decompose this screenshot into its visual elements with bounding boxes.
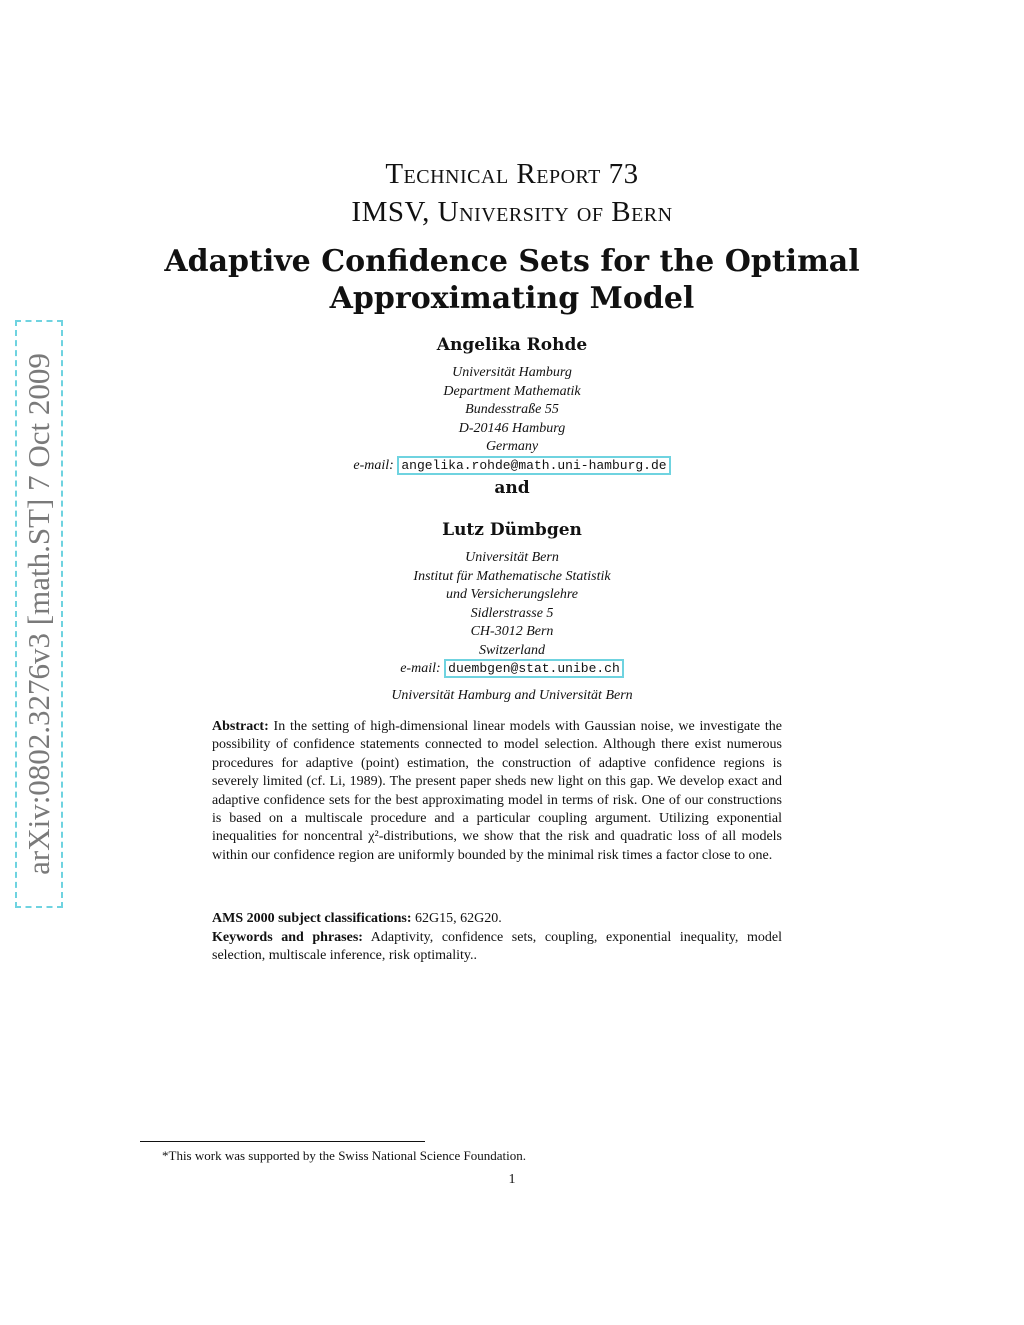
affiliation-line: Universität Bern (465, 550, 559, 565)
author-affiliation-1 (0, 364, 1024, 475)
email-link-1[interactable]: angelika.rohde@math.uni-hamburg.de (397, 456, 670, 475)
affiliation-line: Bundesstraße 55 (465, 402, 559, 417)
and-separator: and (494, 478, 530, 498)
email-label: e-mail: (400, 661, 441, 676)
email-label: e-mail: (353, 457, 394, 473)
footnote: *This work was supported by the Swiss National Science Foundation. (162, 1148, 526, 1163)
affiliation-line: D-20146 Hamburg (458, 420, 566, 436)
affiliation-line: Switzerland (478, 642, 546, 658)
report-line-2: IMSV, University of Bern (351, 196, 673, 228)
affiliation-line: und Versicherungslehre (445, 587, 579, 602)
author-name-2: Lutz Dümbgen (442, 520, 582, 540)
ams-text: 62G15, 62G20. (415, 911, 502, 926)
author-name-1: Angelika Rohde (436, 335, 588, 355)
page-number: 1 (508, 1172, 516, 1187)
abstract-label: Abstract: (212, 719, 269, 734)
arxiv-stamp-text: arXiv:0802.3276v3 [math.ST] 7 Oct 2009 (21, 353, 56, 875)
keywords-text: Adaptivity, confidence sets, coupling, exponential inequality, model selection, multiscale inference, risk optimality.. (212, 930, 782, 964)
author-affiliation-2 (0, 549, 1024, 679)
affiliation-line: Universität Hamburg (452, 365, 572, 380)
title-line-1: Adaptive Confidence Sets for the Optimal (164, 244, 860, 279)
affiliation-line: Institut für Mathematische Statistik (413, 568, 611, 584)
report-line-1: Technical Report 73 (385, 158, 639, 190)
keywords (212, 929, 782, 966)
affiliation-line: Germany (485, 439, 539, 454)
ams-classification (212, 910, 782, 928)
ams-label: AMS 2000 subject classifications: (212, 911, 412, 926)
title-line-2: Approximating Model (329, 281, 695, 316)
affiliation-line: CH-3012 Bern (470, 624, 554, 639)
running-affiliation: Universität Hamburg and Universität Bern (391, 688, 633, 703)
keywords-label: Keywords and phrases: (212, 930, 363, 945)
footnote-rule (140, 1141, 425, 1142)
email-link-2[interactable]: duembgen@stat.unibe.ch (444, 659, 624, 678)
affiliation-line: Department Mathematik (443, 383, 581, 399)
affiliation-line: Sidlerstrasse 5 (470, 605, 554, 621)
abstract (212, 718, 782, 865)
abstract-text: In the setting of high-dimensional linear models with Gaussian noise, we investigate the possibility of confidence statements connected to model selection. Although there exist numerous procedures for adaptive (point) estimation, the construction of adaptive confidence regions is severely limited (cf. Li, 1989). The present paper sheds new light on this gap. We develop exact and adaptive confidence sets for the best approximating model in terms of risk. One of our constructions is based on a multiscale procedure and a particular coupling argument. Utilizing exponential inequalities for noncentral χ²-distributions, we show that the risk and quadratic loss of all models within our confidence region are uniformly bounded by the minimal risk times a factor close to one. (212, 719, 783, 863)
